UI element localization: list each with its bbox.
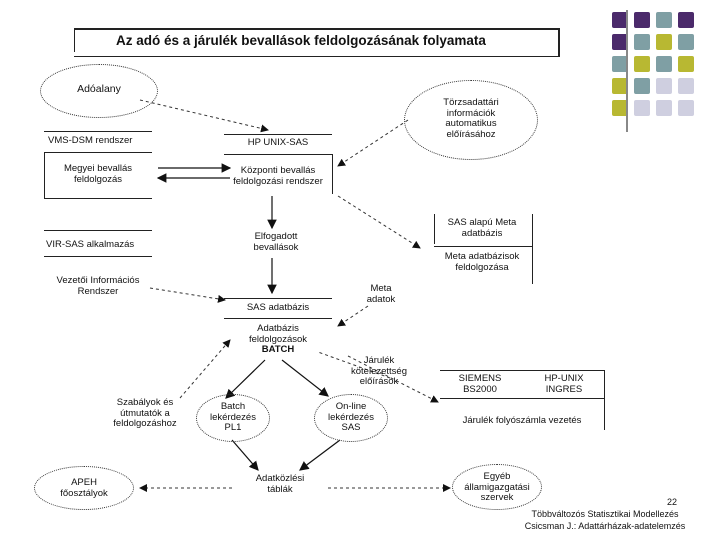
- siemens-top-line: [440, 370, 604, 371]
- szabalyok-line1: Szabályok és: [116, 397, 174, 408]
- jarkotel-line1: Járulék: [363, 355, 395, 366]
- torzs-line3: automatikus: [445, 118, 497, 129]
- jarulek-kotel-label: [340, 356, 418, 388]
- egyeb-line1: Egyéb: [483, 471, 511, 482]
- adatbazis-feld-label: [224, 324, 332, 356]
- batch-lek-label: [196, 402, 270, 434]
- torzs-line1: Törzsadattári: [443, 97, 499, 108]
- metaadatok-line2: adatok: [366, 293, 396, 305]
- kozponti-label: [224, 166, 332, 187]
- vms-bottom-line: [44, 198, 152, 199]
- ingres-line2: INGRES: [545, 383, 583, 395]
- arrow-adoalany-kozponti: [140, 100, 268, 130]
- apeh-label: [34, 478, 134, 499]
- sasdb-top-line: [224, 298, 332, 299]
- sasmeta-right-line: [532, 214, 533, 284]
- onlinelek-line1: On-line: [335, 401, 367, 412]
- sasdb-mid-line: [224, 318, 332, 319]
- hp-unix-sas-label: HP UNIX-SAS: [247, 137, 309, 148]
- szabalyok-line2: útmutatók a: [120, 407, 170, 419]
- egyeb-line3: szervek: [480, 492, 514, 503]
- siemens-mid-line: [440, 398, 604, 399]
- arrow-torzs-kozponti: [338, 120, 408, 166]
- metaadatok-line1: Meta: [370, 283, 392, 294]
- sasmeta-line2: adatbázis: [461, 227, 503, 239]
- hpux-right-line: [332, 154, 333, 194]
- footer-line1: Többváltozós Statisztikai Modellezés: [531, 509, 679, 519]
- elfogadott-line2: bevallások: [253, 241, 299, 253]
- szabalyok-label: [104, 398, 186, 430]
- ingres-line1: HP-UNIX: [544, 373, 584, 384]
- megyei-line1: Megyei bevallás: [63, 163, 133, 174]
- batch-label: BATCH: [261, 344, 295, 355]
- adoalany-label: Adóalany: [77, 83, 121, 95]
- vms-dsm-label: VMS-DSM rendszer: [48, 135, 133, 146]
- szabalyok-line3: feldolgozáshoz: [113, 418, 177, 429]
- page-number: 22: [666, 497, 677, 507]
- vezetoi-line2: Rendszer: [77, 285, 119, 297]
- vir-sas-label: VIR-SAS alkalmazás: [46, 239, 135, 250]
- adatbfeld-line2: feldolgozások: [248, 333, 308, 345]
- arrow-online-adatk: [300, 440, 340, 470]
- adatk-line1: Adatközlési: [255, 473, 305, 484]
- dash-szabalyok: [180, 340, 230, 398]
- siemens-label: [440, 374, 520, 395]
- metafeld-line1: Meta adatbázisok: [444, 251, 520, 262]
- elfogadott-line1: Elfogadott: [254, 231, 298, 242]
- batchlek-line1: Batch: [220, 401, 246, 412]
- siemens-line1: SIEMENS: [458, 373, 502, 384]
- egyeb-line2: államigazgatási: [464, 481, 530, 493]
- hp-unix-ingres-label: [524, 374, 604, 395]
- vms-top-line: [44, 131, 152, 132]
- siemens-line2: BS2000: [463, 383, 497, 395]
- apeh-line2: főosztályok: [60, 487, 108, 499]
- dash-vezetoi: [150, 288, 225, 300]
- torzs-line4: előírásához: [446, 128, 496, 140]
- onlinelek-line3: SAS: [341, 422, 361, 433]
- vezetoi-label: [44, 276, 152, 297]
- adatbfeld-line1: Adatbázis: [257, 323, 299, 334]
- arrow-feld-online: [282, 360, 328, 396]
- onlinelek-line2: lekérdezés: [328, 411, 374, 423]
- vir-bottom-line: [44, 256, 152, 257]
- online-lek-label: [314, 402, 388, 434]
- jarulek-folyo-label: Járulék folyószámla vezetés: [462, 415, 582, 426]
- megyei-line2: feldolgozás: [73, 173, 123, 185]
- kozponti-line2: feldolgozási rendszer: [233, 175, 323, 187]
- jarkotel-line2: kötelezettség: [351, 365, 407, 377]
- meta-adatok-label: [356, 284, 406, 305]
- footer-line2: Csicsman J.: Adattárházak-adatelemzés: [524, 521, 686, 531]
- sas-adatbazis-label: SAS adatbázis: [246, 302, 310, 313]
- hpux-mid-line: [224, 154, 332, 155]
- adatkozlesi-label: [240, 474, 320, 495]
- torzs-line2: információk: [446, 107, 496, 119]
- arrow-feld-batch: [226, 360, 265, 398]
- egyeb-label: [452, 472, 542, 504]
- megyei-label: [44, 164, 152, 185]
- dash-meta-line: [338, 196, 420, 248]
- elfogadott-label: [226, 232, 326, 253]
- vezetoi-line1: Vezetői Információs: [56, 275, 140, 286]
- sasmeta-line1: SAS alapú Meta: [447, 217, 517, 228]
- diagram-title: Az adó és a járulék bevallások feldolgozásának folyamata: [116, 33, 486, 48]
- dash-meta-adatok: [338, 306, 368, 326]
- sasmeta-mid-line: [434, 246, 532, 247]
- metafeld-line2: feldolgozása: [455, 261, 509, 273]
- batchlek-line2: lekérdezés: [210, 411, 256, 423]
- torzsadattari-label: [404, 98, 538, 140]
- vir-top-line: [44, 230, 152, 231]
- vms-mid-line: [44, 152, 152, 153]
- hpux-top-line: [224, 134, 332, 135]
- siemens-right-line: [604, 370, 605, 430]
- batchlek-line3: PL1: [224, 422, 242, 433]
- kozponti-line1: Központi bevallás: [240, 165, 316, 176]
- sas-meta-label: [432, 218, 532, 239]
- apeh-line1: APEH: [71, 477, 97, 488]
- arrow-batch-adatk: [232, 440, 258, 470]
- jarkotel-line3: előírások: [359, 376, 399, 387]
- adatk-line2: táblák: [267, 483, 293, 495]
- meta-feld-label: [432, 252, 532, 273]
